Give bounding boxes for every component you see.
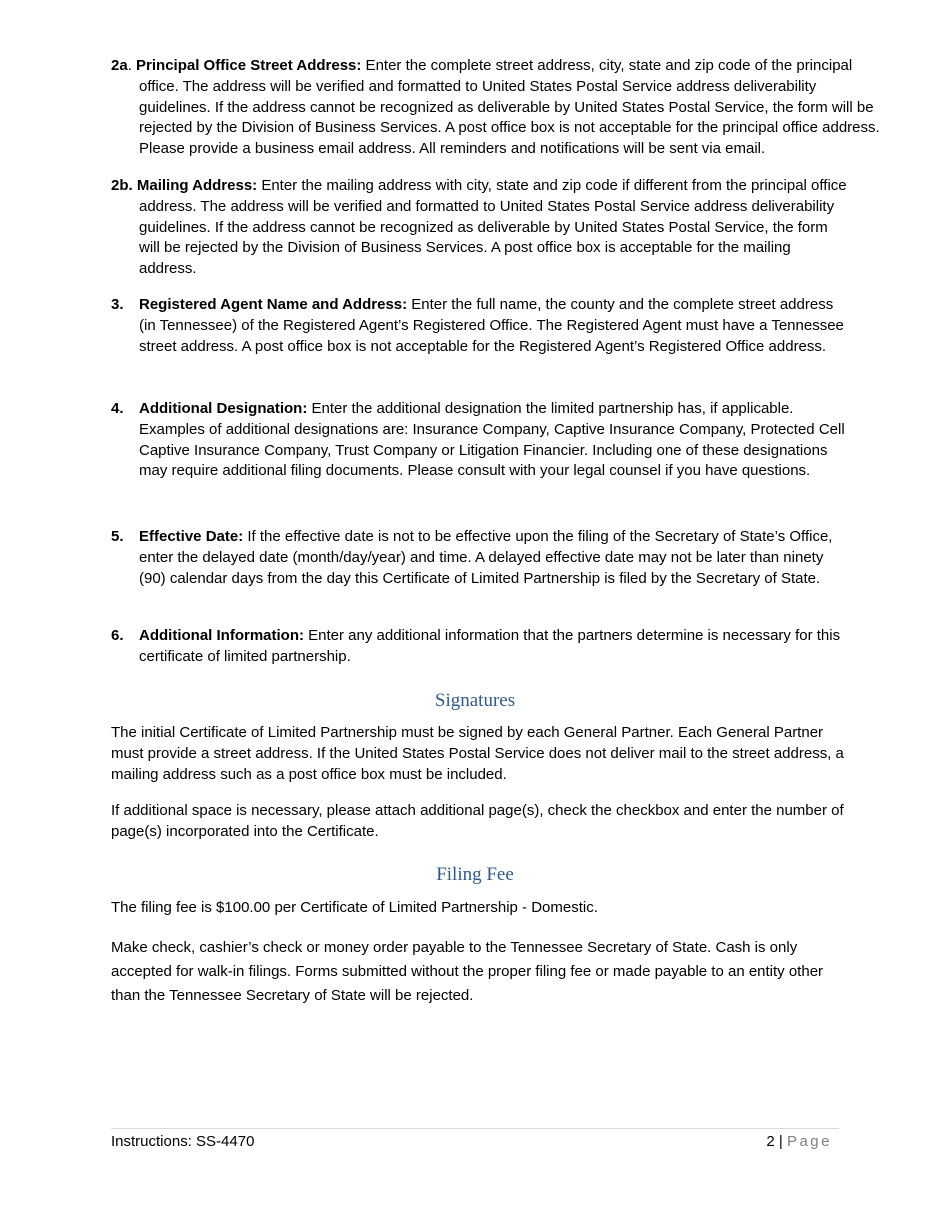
filing-fee-paragraph-2: Make check, cashier’s check or money order payable to the Tennessee Secretary of State. Cash is only accepted for walk-in filings. Forms submitted without the proper filing fee or made payable to an entity other than the Tennessee Secretary of State will be rejected. [111,939,824,1004]
page-number: 2 [766,1133,775,1150]
instruction-item-2b-body [111,176,851,280]
filing-fee-paragraph-1: The filing fee is $100.00 per Certificate of Limited Partnership - Domestic. [111,899,598,916]
footer-page-indicator [766,1133,832,1150]
item-title: Mailing Address: [136,177,258,194]
footer-divider [111,1128,839,1129]
footer-form-id: Instructions: SS-4470 [111,1133,255,1150]
signatures-paragraph-2: If additional space is necessary, please attach additional page(s), check the checkbox and enter the number of page(s) incorporated into the Certificate. [111,802,844,840]
instruction-item-3-body [139,295,851,357]
item-text: Enter the mailing address with city, state and zip code if different from the principal office address. The address will be verified and formatted to United States Postal Service address deliverability guidelines. If the address cannot be recognized as deliverable by United States Postal Service, the form will be rejected by the Division of Business Services. A post office box is acceptable for the mailing address. [139,177,847,278]
instruction-item-5 [111,527,851,589]
item-label: 5. [111,528,124,545]
item-label: 2b. [111,177,133,194]
filing-fee-heading: Filing Fee [436,864,514,885]
page-word: Page [786,1133,832,1150]
instruction-item-2b [111,176,851,280]
item-text: Enter any additional information that the partners determine is necessary for this certificate of limited partnership. [139,627,841,665]
item-text: If the effective date is not to be effective upon the filing of the Secretary of State’s Office, enter the delayed date (month/day/year) and time. A delayed effective date may not be later than ninety (90) calendar days from the day this Certificate of Limited Partnership is filed by the Secretary of State. [139,528,833,587]
item-text: Enter the full name, the county and the complete street address (in Tennessee) of the Registered Agent’s Registered Office. The Registered Agent must have a Tennessee street address. A post office box is not acceptable for the Registered Agent’s Registered Office address. [139,296,844,355]
item-title: Effective Date: [139,528,244,545]
item-text: Enter the complete street address, city, state and zip code of the principal office. The address will be verified and formatted to United States Postal Service address deliverability guidelines. If the address cannot be recognized as deliverable by United States Postal Service, the form will be rejected by the Division of Business Services. A post office box is not acceptable for the principal office address. Please provide a business email address. All reminders and notifications will be sent via email. [139,57,880,158]
item-title: Principal Office Street Address: [136,57,362,74]
item-text: Enter the additional designation the limited partnership has, if applicable. Examples of additional designations are: Insurance Company, Captive Insurance Company, Protected Cell Captive Insurance Company, Trust Company or Litigation Financier. Including one of these designations may require additional filing documents. Please consult with your legal counsel if you have questions. [139,400,845,480]
item-label: 4. [111,400,124,417]
item-label-separator: . [127,57,137,74]
item-label: 6. [111,627,124,644]
instruction-item-4-body [139,399,851,482]
instruction-item-2a [111,56,891,160]
item-label: 2a [111,57,128,74]
signatures-heading: Signatures [434,690,516,711]
item-title: Additional Information: [139,627,304,644]
instruction-item-5-body [139,527,851,589]
page-separator: | [774,1133,787,1150]
item-title: Additional Designation: [139,400,308,417]
item-label: 3. [111,296,124,313]
item-title: Registered Agent Name and Address: [139,296,408,313]
signatures-paragraph-1: The initial Certificate of Limited Partnership must be signed by each General Partner. Each General Partner must provide a street address. If the United States Postal Service does not deliver mail to the street address, a mailing address such as a post office box must be included. [111,724,844,783]
instruction-item-2a-body [111,56,891,160]
instruction-item-6 [111,626,851,668]
instruction-item-4 [111,399,851,482]
instruction-item-6-body [139,626,851,668]
instruction-item-3 [111,295,851,357]
